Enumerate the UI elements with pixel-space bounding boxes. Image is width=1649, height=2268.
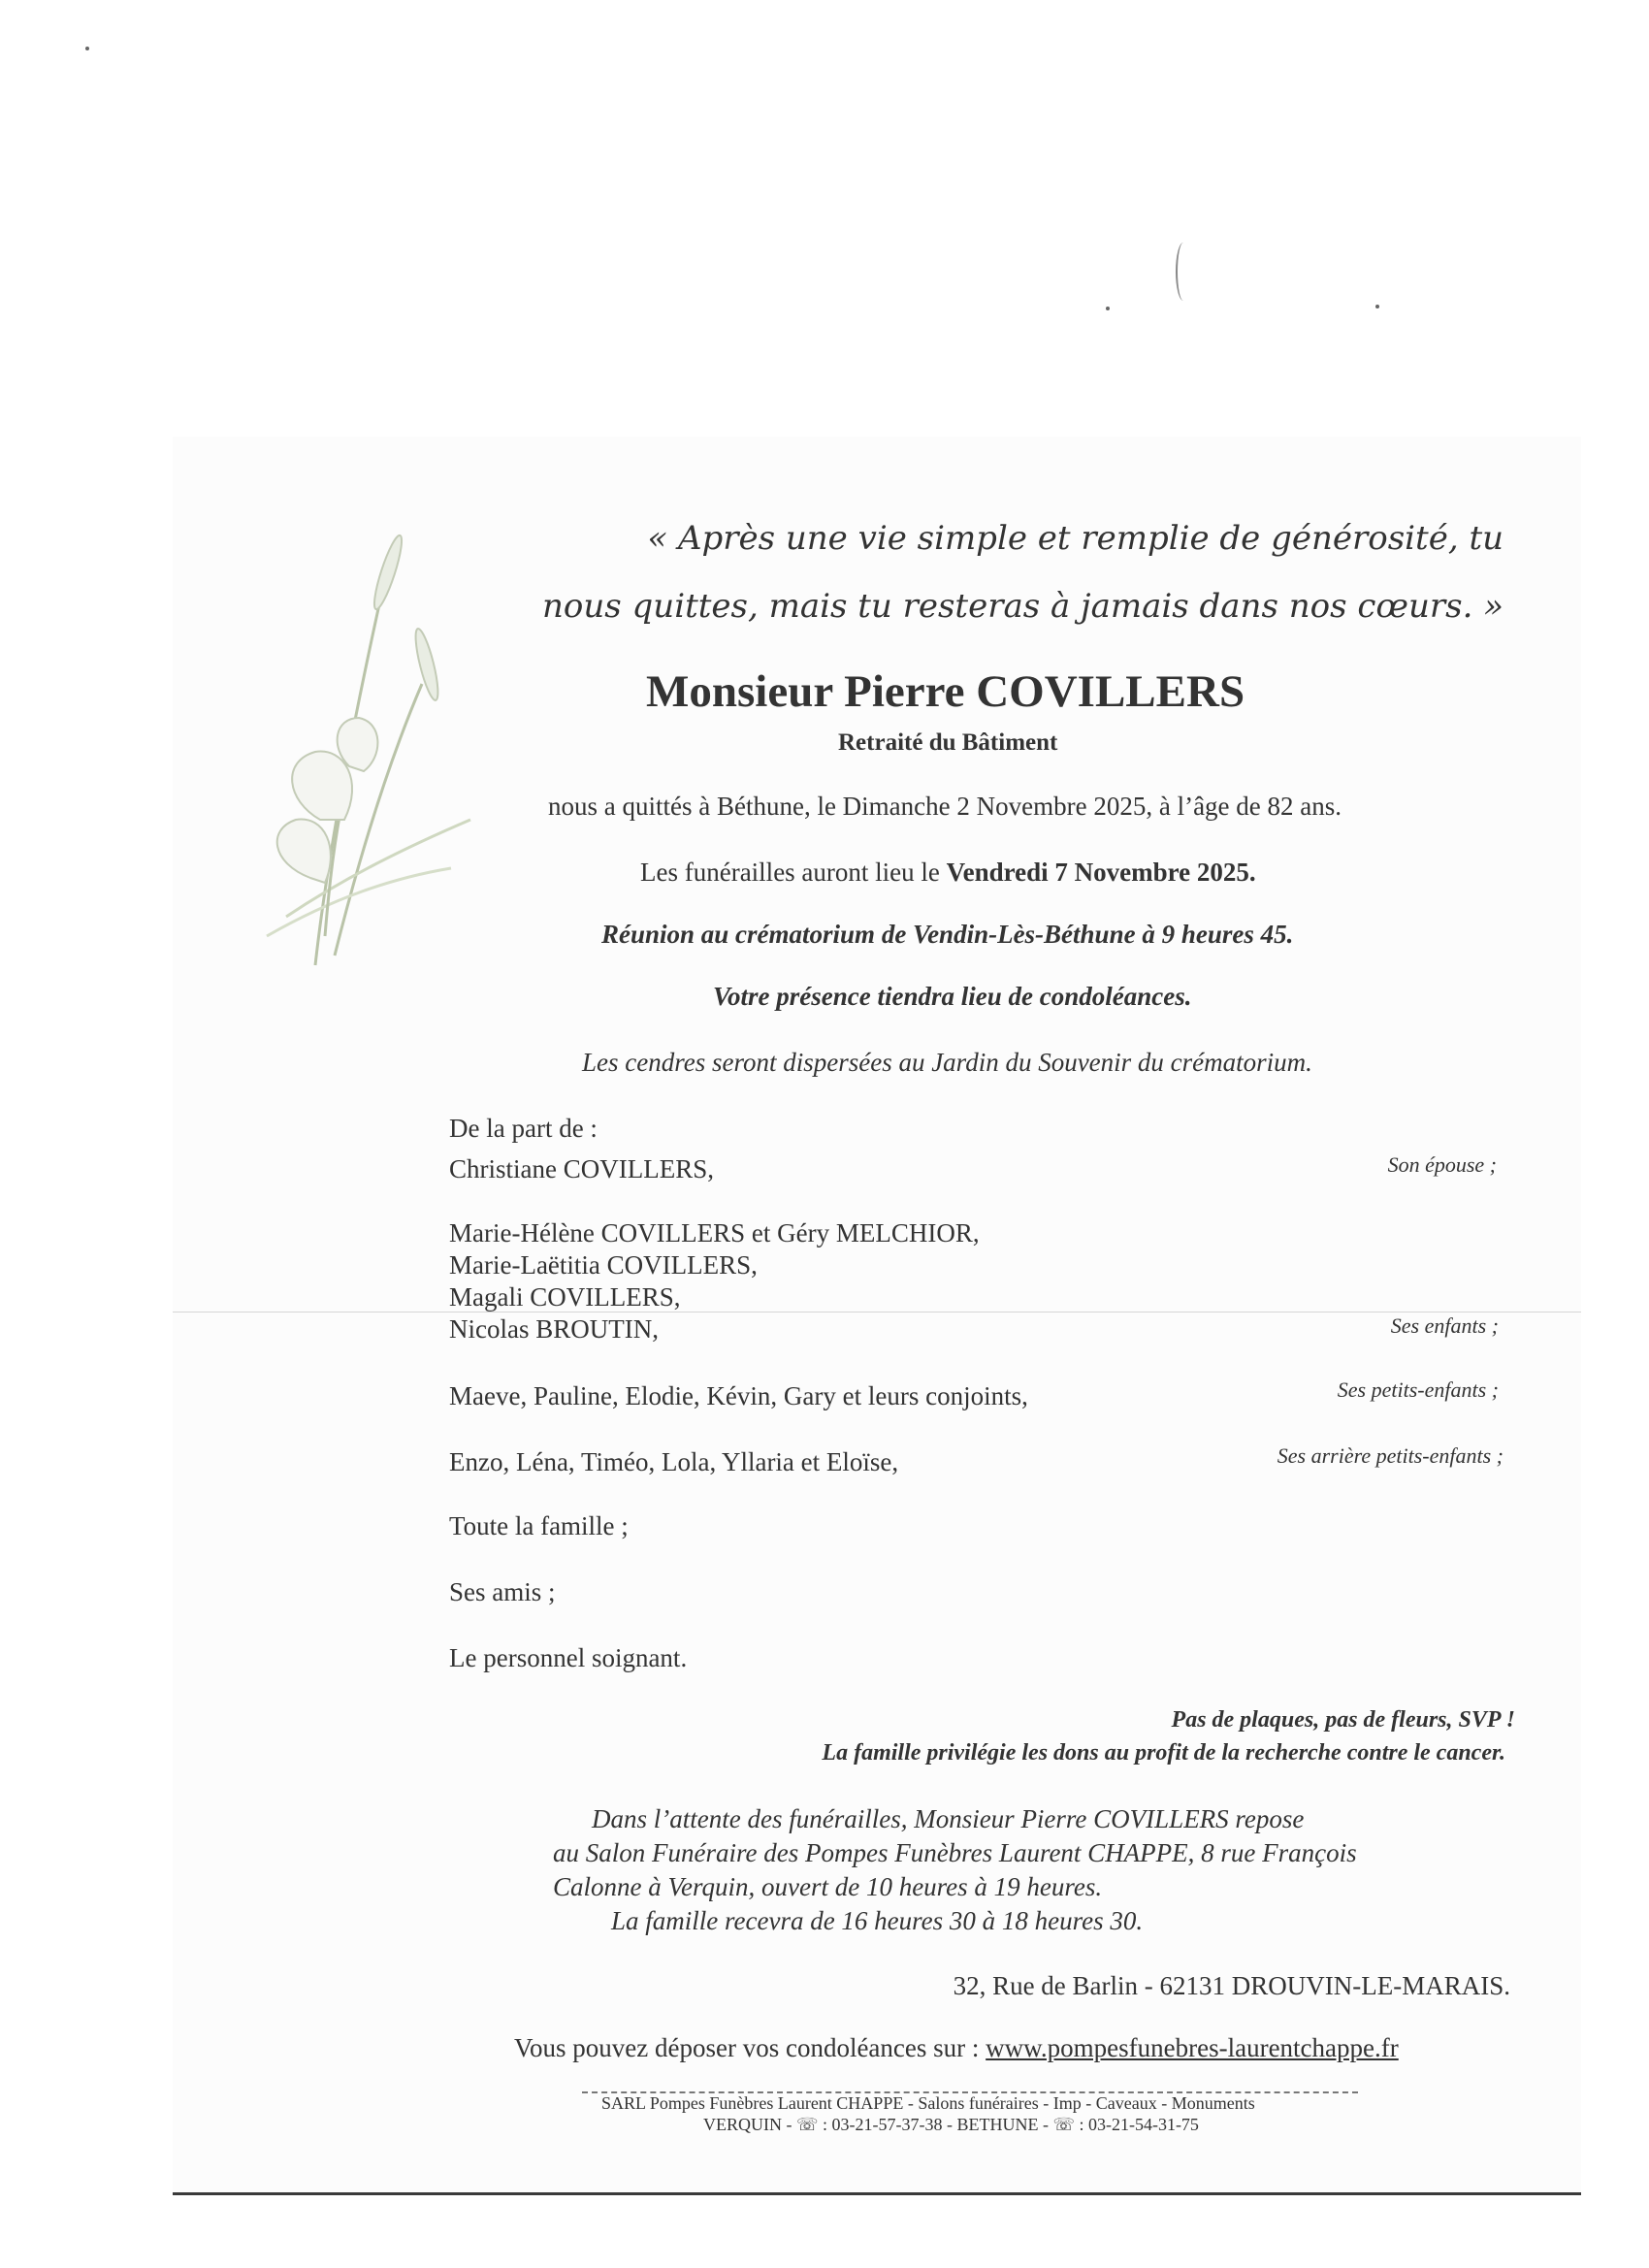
footer-company: SARL Pompes Funèbres Laurent CHAPPE - Salons funéraires - Imp - Caveaux - Monuments: [601, 2093, 1255, 2113]
spouse-role: Son épouse ;: [1387, 1152, 1497, 1177]
grandchildren-role: Ses petits-enfants ;: [1337, 1377, 1499, 1402]
calla-lily-illustration: [228, 529, 480, 975]
deceased-title: Retraité du Bâtiment: [838, 729, 1058, 756]
great-grandchildren-names: Enzo, Léna, Timéo, Lola, Yllaria et Eloïse,: [449, 1447, 899, 1476]
rest-line-3: Calonne à Verquin, ouvert de 10 heures à 19 heures.: [553, 1872, 1103, 1901]
no-flowers-request: Pas de plaques, pas de fleurs, SVP !: [1171, 1707, 1515, 1733]
child-name: Marie-Hélène COVILLERS et Géry MELCHIOR,: [449, 1218, 980, 1247]
death-notice: nous a quittés à Béthune, le Dimanche 2 Novembre 2025, à l’âge de 82 ans.: [548, 792, 1342, 821]
rest-line-4: La famille recevra de 16 heures 30 à 18 heures 30.: [611, 1906, 1144, 1935]
other-friends: Ses amis ;: [449, 1577, 556, 1606]
funeral-date-line: [640, 858, 1256, 888]
footer-phones: VERQUIN - ☏ : 03-21-57-37-38 - BETHUNE - ☏ : 03-21-54-31-75: [703, 2115, 1199, 2134]
condolences-line: [514, 2033, 1399, 2063]
quote-line-2: nous quittes, mais tu resteras à jamais dans nos cœurs. »: [542, 587, 1504, 626]
lily-flower: [292, 752, 352, 820]
wheat-ear: [411, 627, 442, 701]
family-intro: De la part de :: [449, 1114, 598, 1143]
leaf: [267, 868, 451, 936]
condolences-link[interactable]: www.pompesfunebres-laurentchappe.fr: [986, 2033, 1399, 2062]
other-carers: Le personnel soignant.: [449, 1643, 688, 1672]
children-role: Ses enfants ;: [1390, 1313, 1499, 1338]
deceased-name: Monsieur Pierre COVILLERS: [646, 666, 1245, 717]
funeral-prefix: Les funérailles auront lieu le: [640, 858, 947, 887]
rest-line-1: Dans l’attente des funérailles, Monsieur Pierre COVILLERS repose: [592, 1804, 1305, 1833]
ashes-note: Les cendres seront dispersées au Jardin du Souvenir du crématorium.: [582, 1048, 1312, 1077]
quote-line-1: « Après une vie simple et remplie de générosité, tu: [647, 519, 1504, 558]
scan-speck: [1106, 307, 1110, 310]
spouse-name: Christiane COVILLERS,: [449, 1154, 714, 1183]
presence-note: Votre présence tiendra lieu de condoléances.: [713, 982, 1192, 1011]
child-name: Magali COVILLERS,: [449, 1282, 681, 1312]
funeral-date: Vendredi 7 Novembre 2025.: [946, 858, 1256, 887]
donation-request: La famille privilégie les dons au profit de la recherche contre le cancer.: [822, 1740, 1505, 1766]
meeting-info: Réunion au crématorium de Vendin-Lès-Béthune à 9 heures 45.: [601, 920, 1294, 949]
scan-speck: [85, 47, 89, 50]
rest-line-2: au Salon Funéraire des Pompes Funèbres Laurent CHAPPE, 8 rue François: [553, 1838, 1357, 1867]
great-grandchildren-role: Ses arrière petits-enfants ;: [1277, 1443, 1504, 1468]
child-name: Marie-Laëtitia COVILLERS,: [449, 1250, 758, 1280]
scan-speck: [1375, 305, 1379, 308]
child-name: Nicolas BROUTIN,: [449, 1314, 659, 1344]
lily-flower: [277, 820, 331, 883]
scan-mark: [1176, 243, 1191, 301]
address: 32, Rue de Barlin - 62131 DROUVIN-LE-MARAIS.: [953, 1971, 1510, 2000]
wheat-ear: [370, 534, 406, 611]
other-family: Toute la famille ;: [449, 1511, 629, 1540]
grandchildren-names: Maeve, Pauline, Elodie, Kévin, Gary et leurs conjoints,: [449, 1381, 1028, 1410]
condolences-prefix: Vous pouvez déposer vos condoléances sur :: [514, 2033, 980, 2062]
